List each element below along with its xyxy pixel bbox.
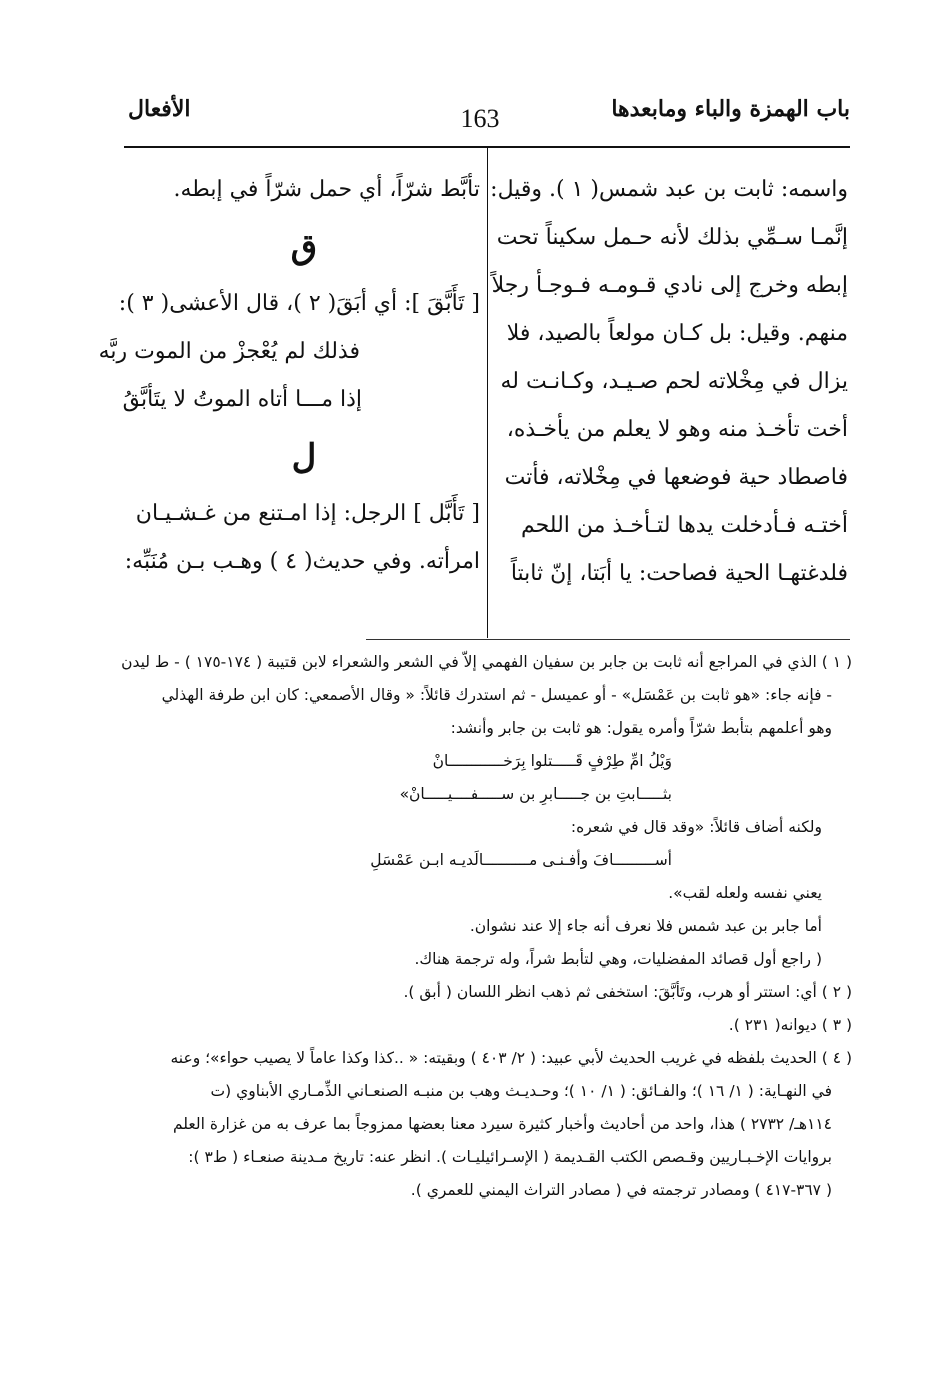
- column-divider: [487, 148, 488, 638]
- entry-heading: [ تَأَبَّل ] الرجل: إذا امـتنع من غـشـيـان: [135, 501, 480, 526]
- section-letter-qaf: ق: [290, 227, 318, 267]
- footnote-line: يعني نفسه ولعله لقب».: [668, 884, 822, 902]
- footnote-line: في النهـاية: ( ١/ ١٦ )؛ والفـائق: ( ١/ ١٠ )؛ وحـديـث وهب بن منبـه الصنعـاني الذِّمـاري الأبناوي (ت: [210, 1082, 832, 1100]
- text-line: تأبَّط شرّاً، أي حمل شرّاً في إبطه.: [173, 177, 480, 202]
- text-line: إنَّمـا سـمِّي بذلك لأنه حـمل سكيناً تحت: [496, 225, 848, 250]
- footnote-line: ( ٤ ) الحديث بلفظه في غريب الحديث لأبي عبيد: ( ٢/ ٤٠٣ ) وبقيته: « ..كذا وكذا عاماً لا يصيب حواء»؛ وعنه: [170, 1049, 852, 1067]
- footnote-line: - فإنه جاء: «هو ثابت بن عَمْسَل» - أو عميسل - ثم استدرك قائلاً: « وقال الأصمعي: كان ابن طرفة الهذلي: [161, 686, 832, 704]
- text-line: أخت تأخـذ منه وهو لا يعلم من يأخـذه،: [506, 417, 848, 442]
- footnote-line: ( ٢ ) أي: استتر أو هرب، وتَأبَّقَ: استخفى ثم ذهب انظر اللسان ( أبق ).: [403, 983, 852, 1001]
- footnote-verse: بثـــــابتِ بن جـــــابرِ بن ســـــفــــيـــــانْ»: [399, 785, 672, 803]
- verse-line: فذلك لم يُعْجزْ من الموت ربَّه: [98, 339, 360, 364]
- footnote-line: ١١٤هـ/ ٢٧٣٢ ) هذا، واحد من أحاديث وأخبار كثيرة سيرد معنا بعضها ممزوجاً بما عرف به من غزارة العلم: [172, 1115, 832, 1133]
- section-title: الأفعال: [128, 96, 191, 122]
- footnotes: [122, 646, 852, 1207]
- footnote-verse: وَيْلُ امِّ طِرْفٍ قَـــــتلوا بِرَخــــــــــــانْ: [432, 752, 672, 770]
- footnote-line: أما جابر بن عبد شمس فلا نعرف أنه جاء إلا عند نشوان.: [469, 917, 822, 935]
- footnote-line: ( راجع أول قصائد المفضليات، وهي لتأبط شراً، وله ترجمة هناك.: [414, 950, 822, 968]
- footnote-line: بروايات الإخـبـاريين وقـصص الكتب القـديمة ( الإسـرائيليـات ). انظر عنه: تاريخ مـدينة صنعـاء ( ط٣ ):: [188, 1148, 832, 1166]
- right-text-column: [490, 166, 848, 598]
- left-text-column: [98, 166, 480, 586]
- chapter-title: باب الهمزة والباء ومابعدها: [611, 96, 850, 122]
- text-line: فاصطاد حية فوضعها في مِخْلاته، فأتت: [504, 465, 848, 490]
- text-line: فلدغتهـا الحية فصاحت: يا أبَتا، إنّ ثابتاً: [510, 561, 848, 586]
- footnote-divider: [366, 639, 850, 640]
- section-letter-lam: ل: [291, 437, 317, 477]
- verse-line: إذا مـــا أتاه الموتُ لا يتَأبَّقُ: [122, 387, 362, 412]
- footnote-line: وهو أعلمهم بتأبط شرّاً وأمره يقول: هو ثابت بن جابر وأنشد:: [450, 719, 832, 737]
- footnote-line: ( ٣٦٧-٤١٧ ) ومصادر ترجمته في ( مصادر التراث اليمني للعمري ).: [410, 1181, 832, 1199]
- text-line: إبطه وخرج إلى نادي قـومـه فـوجـأ رجلاً: [491, 273, 848, 298]
- text-line: امرأته. وفي حديث( ٤ ) وهـب بـن مُنَبِّه:: [124, 549, 480, 574]
- text-line: واسمه: ثابت بن عبد شمس( ١ ). وقيل:: [490, 177, 848, 202]
- footnote-line: ( ٣ ) ديوانه( ٢٣١ ).: [728, 1016, 852, 1034]
- entry-heading: [ تَأَبَّقَ ]: أي أبَقَ( ٢ )، قال الأعشى( ٣ ):: [118, 291, 480, 316]
- page-number: 163: [460, 104, 500, 133]
- text-line: يزال في مِخْلاته لحم صـيـد، وكـانـت له: [500, 369, 848, 394]
- footnote-verse: أســـــــــافَ وأفـنـى مــــــــــالَديـه ابـن عَمْسَلِ: [370, 851, 672, 869]
- text-line: أختـه فـأدخلت يدها لتـأخـذ من اللحم: [520, 513, 848, 538]
- footnote-line: ( ١ ) الذي في المراجع أنه ثابت بن جابر بن سفيان الفهمي إلاّ في الشعر والشعراء لابن قتيبة ( ١٧٤-١٧٥ ) - ط ليدن: [121, 653, 852, 671]
- footnote-line: ولكنه أضاف قائلاً: «وقد قال في شعره:: [570, 818, 822, 836]
- text-line: منهم. وقيل: بل كـان مولعاً بالصيد، فلا: [506, 321, 848, 346]
